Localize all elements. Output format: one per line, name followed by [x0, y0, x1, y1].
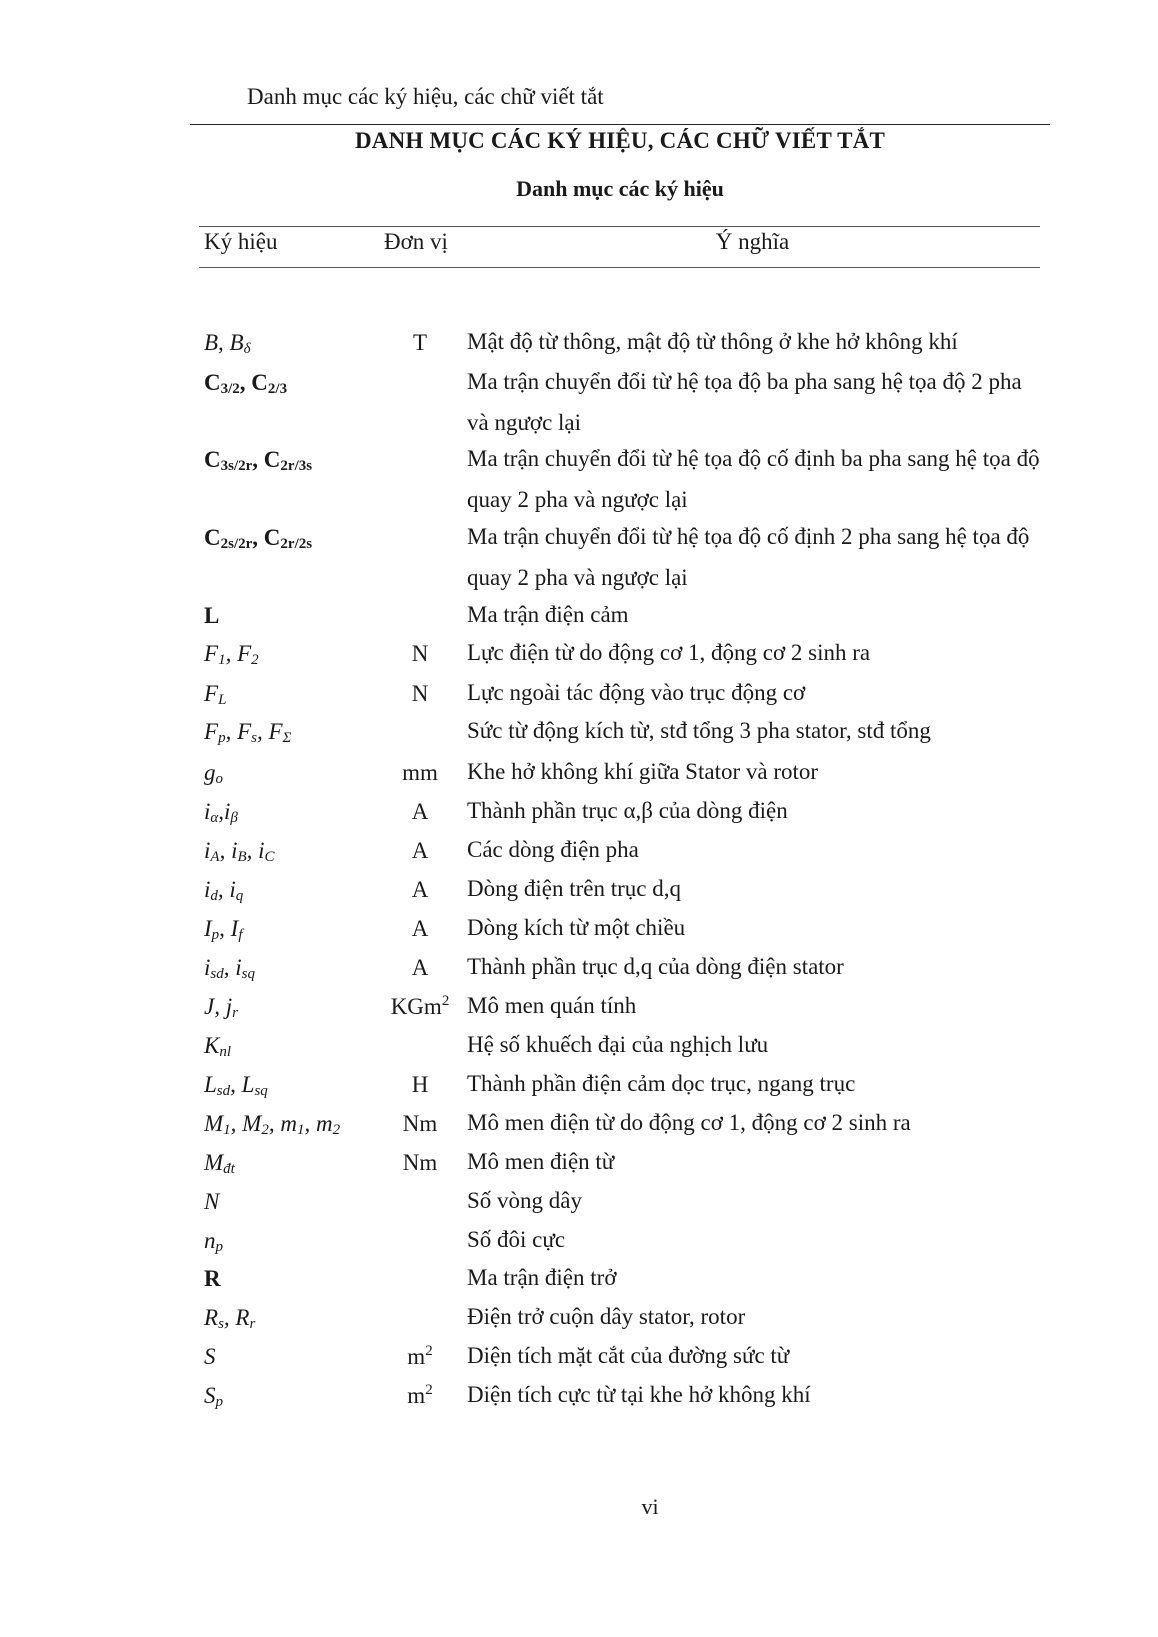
- table-header-rule: [199, 267, 1040, 268]
- row-meaning: Ma trận chuyển đổi từ hệ tọa độ cố định 2 pha sang hệ tọa độ quay 2 pha và ngược lại: [467, 524, 1030, 590]
- page-number: vi: [641, 1494, 659, 1519]
- row-meaning: Dòng kích từ một chiều: [467, 915, 686, 940]
- row-meaning: Ma trận chuyển đổi từ hệ tọa độ ba pha sang hệ tọa độ 2 pha và ngược lại: [467, 369, 1022, 435]
- row-symbol: $F_1$, $F_2$: [204, 641, 259, 668]
- row-symbol: $g_o$: [204, 760, 223, 787]
- row-meaning: Khe hở không khí giữa Stator và rotor: [467, 759, 819, 784]
- row-meaning: Số vòng dây: [467, 1188, 582, 1213]
- row-meaning: Hệ số khuếch đại của nghịch lưu: [467, 1032, 769, 1057]
- row-unit: A: [411, 916, 429, 941]
- row-unit: H: [411, 1072, 429, 1097]
- row-meaning: Thành phần trục α,β của dòng điện: [467, 798, 788, 823]
- row-symbol: R: [204, 1266, 221, 1291]
- row-symbol: $I_p$, $I_f$: [204, 916, 243, 943]
- row-symbol: $R_s$, $R_r$: [204, 1305, 256, 1332]
- row-unit: Nm: [402, 1150, 438, 1175]
- row-meaning: Các dòng điện pha: [467, 837, 639, 862]
- row-symbol: $S_p$: [204, 1383, 223, 1410]
- row-meaning: Ma trận điện cảm: [467, 602, 629, 627]
- row-meaning: Lực điện từ do động cơ 1, động cơ 2 sinh ra: [467, 640, 871, 665]
- row-meaning: Dòng điện trên trục d,q: [467, 876, 681, 901]
- row-symbol: $M_1$, $M_2$, $m_1$, $m_2$: [204, 1111, 341, 1138]
- row-unit: $m^2$: [407, 1382, 433, 1408]
- row-symbol: N: [204, 1189, 220, 1214]
- row-meaning: Ma trận chuyển đổi từ hệ tọa độ cố định ba pha sang hệ tọa độ quay 2 pha và ngược lại: [467, 446, 1040, 512]
- row-symbol: $F_L$: [204, 681, 227, 708]
- row-symbol: $M_{đt}$: [204, 1150, 235, 1177]
- row-meaning: Mô men điện từ do động cơ 1, động cơ 2 sinh ra: [467, 1110, 911, 1135]
- row-meaning: Mô men quán tính: [467, 993, 637, 1018]
- row-symbol: $C_{3s/2r}$, $C_{2r/3s}$: [204, 447, 313, 474]
- row-meaning: Ma trận điện trở: [467, 1265, 617, 1290]
- row-unit: mm: [402, 760, 438, 785]
- row-symbol: J, $j_r$: [204, 994, 238, 1021]
- row-symbol: $i_\alpha,i_\beta$: [204, 799, 238, 826]
- row-unit: A: [411, 877, 429, 902]
- row-meaning: Số đôi cực: [467, 1227, 566, 1252]
- row-symbol: $L_{sd}$, $L_{sq}$: [204, 1072, 268, 1099]
- row-meaning: Lực ngoài tác động vào trục động cơ: [467, 680, 806, 705]
- column-header-unit: Đơn vị: [384, 229, 448, 254]
- row-symbol: L: [204, 603, 220, 628]
- row-meaning: Thành phần trục d,q của dòng điện stator: [467, 954, 844, 979]
- header-rule: [190, 124, 1050, 125]
- row-symbol: B, $B_\delta$: [204, 330, 251, 357]
- column-header-symbol: Ký hiệu: [204, 229, 278, 254]
- row-unit: A: [411, 955, 429, 980]
- row-symbol: S: [204, 1344, 216, 1369]
- column-header-meaning: Ý nghĩa: [715, 229, 790, 254]
- row-meaning: Mô men điện từ: [467, 1149, 615, 1174]
- row-symbol: $i_d$, $i_q$: [204, 877, 244, 904]
- row-meaning: Diện tích cực từ tại khe hở không khí: [467, 1382, 811, 1407]
- row-meaning: Điện trở cuộn dây stator, rotor: [467, 1304, 746, 1329]
- row-unit: $m^2$: [407, 1343, 433, 1369]
- row-unit: T: [412, 330, 428, 355]
- table-top-rule: [199, 226, 1040, 227]
- row-unit: Nm: [402, 1111, 438, 1136]
- page-title: DANH MỤC CÁC KÝ HIỆU, CÁC CHỮ VIẾT TẮT: [354, 128, 886, 153]
- row-meaning: Sức từ động kích từ, stđ tổng 3 pha stator, stđ tổng: [467, 718, 931, 743]
- row-unit: N: [411, 641, 429, 666]
- running-header: Danh mục các ký hiệu, các chữ viết tắt: [247, 84, 604, 109]
- row-symbol: $C_{2s/2r}$, $C_{2r/2s}$: [204, 525, 313, 552]
- row-unit: A: [411, 838, 429, 863]
- row-symbol: $K_{nl}$: [204, 1033, 232, 1060]
- row-unit: KGm$^2$: [390, 993, 450, 1019]
- row-unit: N: [411, 681, 429, 706]
- row-unit: A: [411, 799, 429, 824]
- row-symbol: $i_A$, $i_B$, $i_C$: [204, 838, 275, 865]
- row-meaning: Mật độ từ thông, mật độ từ thông ở khe hở không khí: [467, 329, 958, 354]
- row-symbol: $i_{sd}$, $i_{sq}$: [204, 955, 255, 982]
- row-meaning: Thành phần điện cảm dọc trục, ngang trục: [467, 1071, 856, 1096]
- row-symbol: $F_p$, $F_s$, $F_\Sigma$: [204, 719, 292, 746]
- row-symbol: $C_{3/2}$, $C_{2/3}$: [204, 370, 288, 397]
- row-meaning: Diện tích mặt cắt của đường sức từ: [467, 1343, 790, 1368]
- section-title: Danh mục các ký hiệu: [516, 176, 724, 201]
- row-symbol: $n_p$: [204, 1228, 223, 1255]
